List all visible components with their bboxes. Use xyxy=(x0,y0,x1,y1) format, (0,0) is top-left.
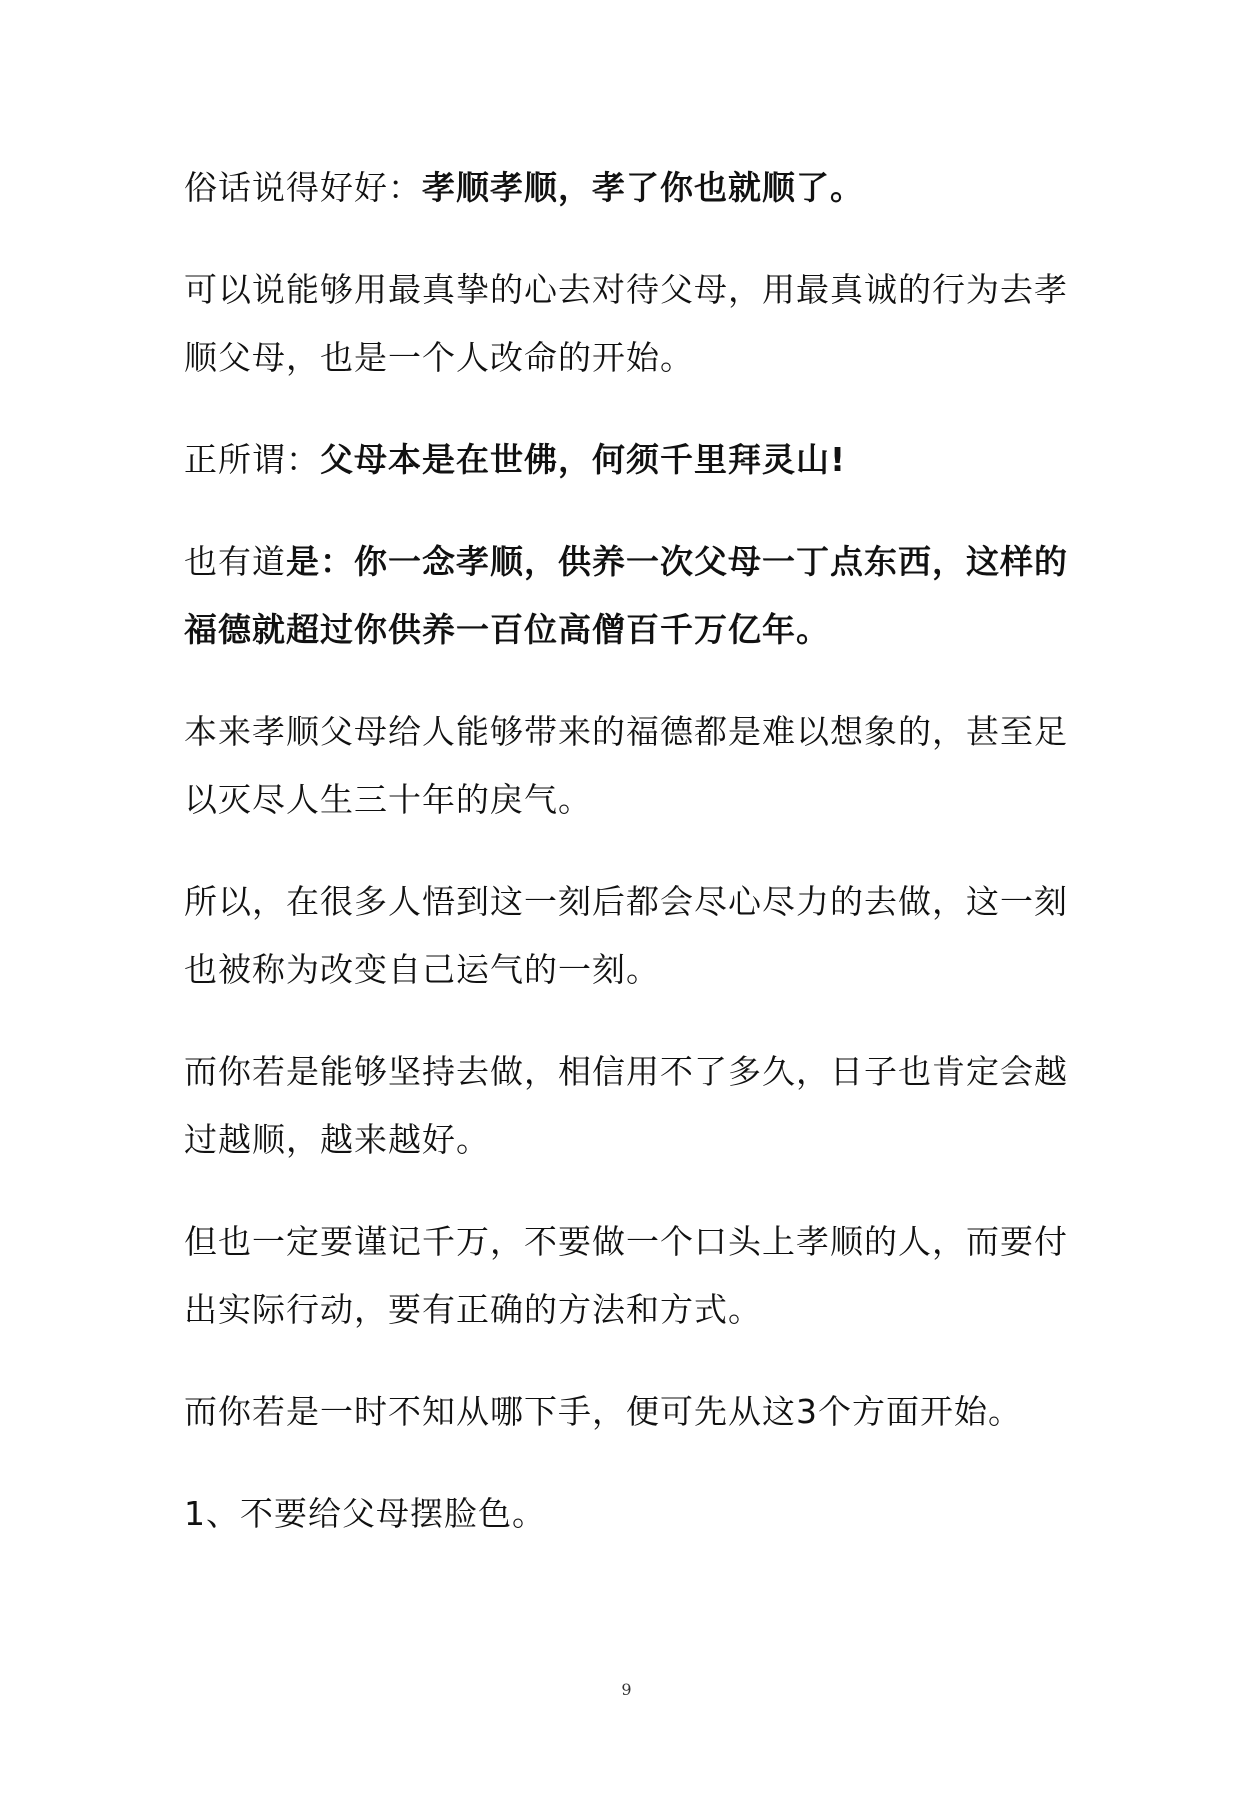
paragraph-text: 而你若是能够坚持去做，相信用不了多久，日子也肯定会越过越顺，越来越好。 xyxy=(184,1052,1068,1159)
paragraph-bold-text: 是：你一念孝顺，供养一次父母一丁点东西，这样的福德就超过你供养一百位高僧百千万亿年。 xyxy=(184,542,1068,649)
paragraph-text: 所以，在很多人悟到这一刻后都会尽心尽力的去做，这一刻也被称为改变自己运气的一刻。 xyxy=(184,882,1068,989)
paragraph-bold-text: 父母本是在世佛，何须千里拜灵山! xyxy=(320,440,847,479)
paragraph-action xyxy=(184,1208,1074,1344)
paragraph-text: 也有道 xyxy=(184,542,286,581)
paragraph-moment xyxy=(184,868,1074,1004)
paragraph-text: 本来孝顺父母给人能够带来的福德都是难以想象的，甚至足以灭尽人生三十年的戾气。 xyxy=(184,712,1068,819)
paragraph-text: 正所谓： xyxy=(184,440,320,479)
paragraph-sincere-heart xyxy=(184,256,1074,392)
paragraph-parents-buddha xyxy=(184,426,1074,494)
list-item-first xyxy=(184,1480,1074,1548)
paragraph-text: 而你若是一时不知从哪下手，便可先从这3个方面开始。 xyxy=(184,1392,1022,1431)
paragraph-text: 但也一定要谨记千万，不要做一个口头上孝顺的人，而要付出实际行动，要有正确的方法和方式。 xyxy=(184,1222,1068,1329)
page-number: 9 xyxy=(621,1680,632,1699)
paragraph-three-aspects xyxy=(184,1378,1074,1446)
paragraph-bold-text: 孝顺孝顺，孝了你也就顺了。 xyxy=(422,168,864,207)
paragraph-proverb xyxy=(184,154,1074,222)
paragraph-text: 俗话说得好好： xyxy=(184,168,422,207)
paragraph-persist xyxy=(184,1038,1074,1174)
paragraph-text: 1、不要给父母摆脸色。 xyxy=(184,1494,546,1533)
paragraph-virtue xyxy=(184,528,1074,664)
document-body xyxy=(184,154,1074,1582)
paragraph-text: 可以说能够用最真挚的心去对待父母，用最真诚的行为去孝顺父母，也是一个人改命的开始。 xyxy=(184,270,1068,377)
paragraph-fortune xyxy=(184,698,1074,834)
